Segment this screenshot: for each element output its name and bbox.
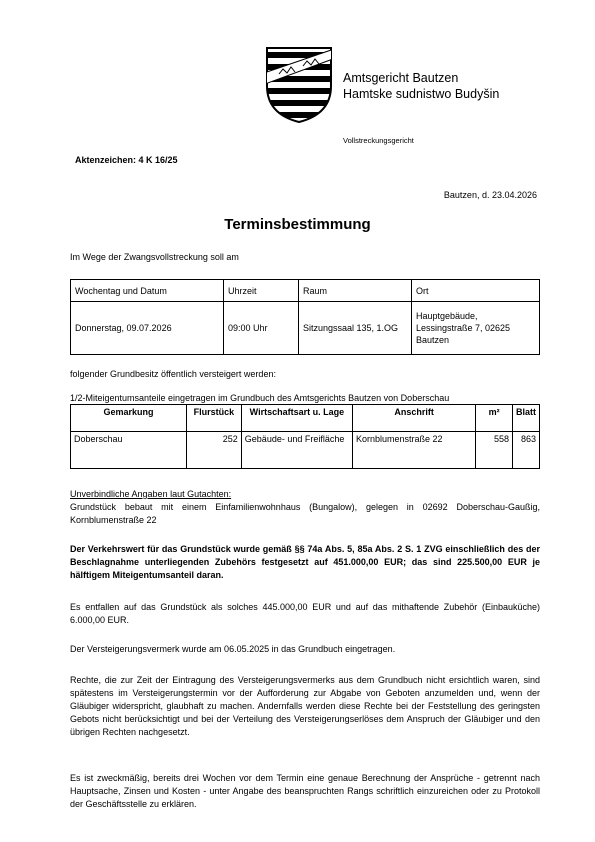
valuation-heading: Unverbindliche Angaben laut Gutachten: (70, 489, 232, 499)
table-header-cell: Ort (412, 280, 540, 302)
table-cell: Hauptgebäude, Lessingstraße 7, 02625 Bautzen (412, 302, 540, 355)
table-row (71, 432, 540, 469)
court-name (343, 70, 499, 102)
registration-paragraph: Der Versteigerungsvermerk wurde am 06.05.2025 in das Grundbuch eingetragen. (70, 644, 396, 654)
share-text: 1/2-Miteigentumsanteile eingetragen im Grundbuch des Amtsgerichts Bautzen von Doberschau (70, 393, 450, 403)
court-name-german: Amtsgericht Bautzen (343, 71, 459, 85)
table-cell: Gebäude- und Freifläche (241, 432, 352, 469)
court-name-sorbian: Hamtske sudnistwo Budyšin (343, 87, 500, 101)
table-cell: 09:00 Uhr (224, 302, 299, 355)
table-header-cell: Anschrift (353, 405, 476, 432)
table-cell: Donnerstag, 09.07.2026 (71, 302, 224, 355)
auction-text: folgender Grundbesitz öffentlich versteigert werden: (70, 369, 276, 379)
table-header-cell: Wochentag und Datum (71, 280, 224, 302)
case-number: Aktenzeichen: 4 K 16/25 (75, 155, 178, 165)
table-cell: Doberschau (71, 432, 187, 469)
table-header-cell: Blatt (513, 405, 540, 432)
intro-text: Im Wege der Zwangsvollstreckung soll am (70, 252, 239, 262)
table-cell: 558 (476, 432, 513, 469)
table-row (71, 302, 540, 355)
value-split-paragraph: Es entfallen auf das Grundstück als solches 445.000,00 EUR und auf das mithaftende Zubehör (Einbauküche) 6.000,00 EUR. (70, 602, 540, 625)
table-cell: 252 (186, 432, 241, 469)
table-header-cell: Wirtschaftsart u. Lage (241, 405, 352, 432)
table-header-cell: Uhrzeit (224, 280, 299, 302)
rights-paragraph: Rechte, die zur Zeit der Eintragung des Versteigerungsvermerks aus dem Grundbuch nicht ersichtlich waren, sind spätestens im Versteigerungstermin vor der Aufforderung zur Abgabe von Geboten anzumelden und, wenn der Gläubiger widerspricht, glaubhaft zu machen. Andernfalls werden diese Rechte bei der Feststellung des geringsten Gebots nicht berücksichtigt und bei der Verteilung des Versteigerungserlöses dem Anspruch der Gläubiger und den übrigen Rechten nachgesetzt. (70, 675, 540, 737)
table-header-row (71, 280, 540, 302)
table-cell: 863 (513, 432, 540, 469)
table-header-cell: Raum (299, 280, 412, 302)
advice-paragraph: Es ist zweckmäßig, bereits drei Wochen vor dem Termin eine genaue Berechnung der Ansprüche - getrennt nach Hauptsache, Zinsen und Kosten - unter Angabe des beanspruchten Rangs schriftlich einzureichen oder zu Protokoll der Geschäftsstelle zu erklären. (70, 773, 540, 809)
appointment-table (70, 279, 540, 355)
table-header-cell: m² (476, 405, 513, 432)
table-header-cell: Gemarkung (71, 405, 187, 432)
table-header-cell: Flurstück (186, 405, 241, 432)
saxony-coat-of-arms-icon (259, 44, 339, 124)
table-cell: Kornblumenstraße 22 (353, 432, 476, 469)
market-value-paragraph: Der Verkehrswert für das Grundstück wurde gemäß §§ 74a Abs. 5, 85a Abs. 2 S. 1 ZVG einschließlich des der Beschlagnahme unterliegenden Zubehörs festgesetzt auf 451.000,00 EUR; das sind 225.500,00 EUR je hälftigem Miteigentumsanteil daran. (70, 544, 540, 580)
department-label: Vollstreckungsgericht (343, 136, 414, 145)
document-title: Terminsbestimmung (224, 216, 371, 233)
property-table (70, 404, 540, 469)
table-cell: Sitzungssaal 135, 1.OG (299, 302, 412, 355)
table-header-row (71, 405, 540, 432)
place-date: Bautzen, d. 23.04.2026 (443, 190, 537, 200)
valuation-block (70, 488, 540, 527)
valuation-text: Grundstück bebaut mit einem Einfamilienwohnhaus (Bungalow), gelegen in 02692 Doberschau-Gaußig, Kornblumenstraße 22 (70, 502, 540, 525)
